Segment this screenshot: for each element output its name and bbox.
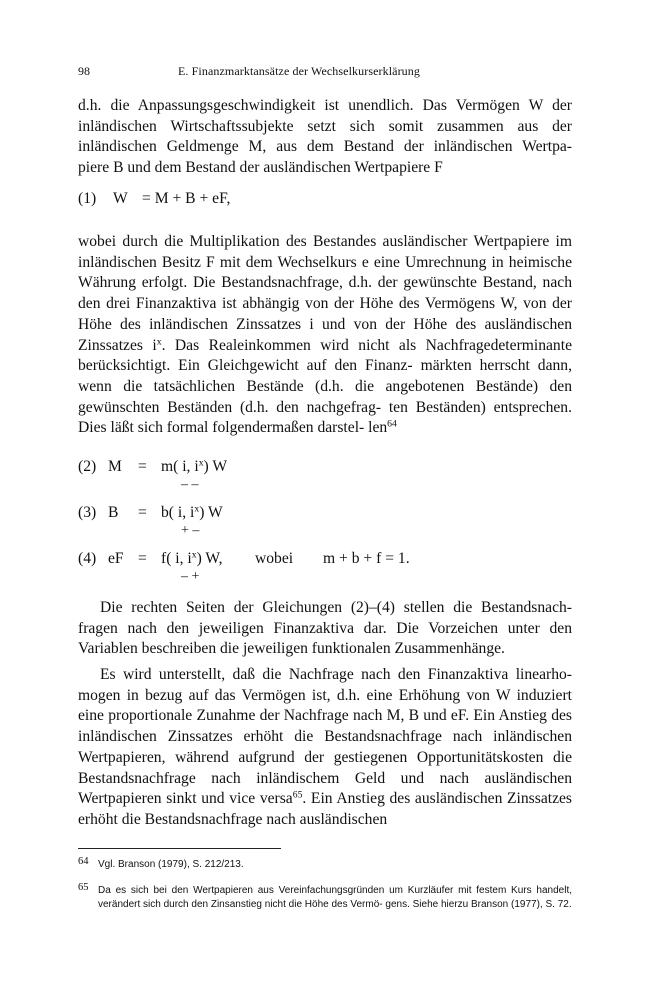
paragraph-text: . Ein Anstieg des ausländischen Zinssatzes erhöht die Bestandsnachfrage nach ausländischen [78,790,572,828]
footnote-number: 64 [78,856,89,867]
paragraph-line: piere B und dem Bestand der ausländischen Wertpapiere F [78,159,443,177]
page-number: 98 [78,64,90,78]
paragraph-line: d.h. die Anpassungsgeschwindigkeit ist unendlich. Das Vermögen W der [78,97,572,114]
equation-rhs [161,458,227,476]
paragraph-line: inländischen Wirtschaftssubjekte setzt sich somit zusammen aus der [78,117,572,135]
superscript-x: x [198,457,204,469]
paragraph-1 [78,96,572,179]
sign-row: – – [181,477,199,492]
footnote-ref-64[interactable]: 64 [387,419,397,431]
equation-rhs-post: ) W [199,504,223,521]
paragraph-text: . Das Realeinkommen wird nicht als Nachfragedeterminante berücksichtigt. Ein Gleichgewicht auf den Finanz- märkten herrscht dann, wenn die tatsächlichen Bestände (d.h. die angebotenen Bestände) den gewünschten Beständen (d.h. den nachgefrag- ten Beständen) entsprechen. Dies läßt sich formal folgendermaßen darstel- len [78,336,572,437]
sign-row: – + [181,569,200,584]
equation-wobei: wobei [255,550,294,567]
equation-lhs: eF [108,550,124,567]
equation-equals: = [138,504,147,521]
equation-equals: = [138,550,147,567]
equation-label: (3) [78,504,97,521]
equation-rhs: = M + B + eF, [142,190,231,207]
superscript-x: x [191,549,197,561]
footnote-number: 65 [78,882,89,893]
equation-label: (2) [78,458,97,475]
page-header [78,64,572,84]
equation-rhs-pre: b( i, i [161,504,195,521]
equation-label: (1) [78,190,97,207]
running-title: E. Finanzmarktansätze der Wechselkurserklärung [178,64,420,78]
paragraph-3: Die rechten Seiten der Gleichungen (2)–(4) stellen die Bestandsnach- fragen nach den jeweiligen Finanzaktiva dar. Die Vorzeichen unter den Variablen beschreiben die jeweiligen funktionalen Zusammenhänge. [78,599,572,658]
equation-rhs [161,550,223,568]
superscript-x: x [194,503,200,515]
footnote-text: Vgl. Branson (1979), S. 212/213. [98,859,244,870]
equation-condition: m + b + f = 1. [323,550,410,567]
paragraph-4 [78,665,572,831]
footnote-text: Da es sich bei den Wertpapieren aus Vereinfachungsgründen um Kurzläufer mit festem Kurs handelt, verändert sich durch den Zinsanstieg nicht die Höhe des Vermö- gens. Siehe hierzu Branson (1977), S. 72. [98,885,572,910]
footnote-65 [78,884,572,930]
paragraph-line: inländischen Geldmenge M, aus dem Bestand der inländischen Wertpa- [78,138,572,156]
paragraph-text: wobei durch die Multiplikation des Bestandes ausländischer Wertpapiere im inländischen Besitz F mit dem Wechselkurs e eine Umrechnung in heimische Währung erfolgt. Die Bestandsnachfrage, d.h. der gewünschte Bestand, nach den drei Finanzaktiva ist abhängig von der Höhe des Vermögens W, von der Höhe des inländischen Zinssatzes i und von der Höhe des ausländischen Zinssatzes i [78,233,572,354]
equation-label: (4) [78,550,97,567]
equation-equals: = [138,458,147,475]
equation-rhs-post: ) W [203,458,228,475]
footnote-divider [78,848,281,849]
paragraph-2 [78,232,572,439]
equation-lhs: B [108,504,119,521]
footnote-ref-65[interactable]: 65 [292,789,303,801]
paragraph-text: Es wird unterstellt, daß die Nachfrage nach den Finanzaktiva linearho- mogen in bezug auf das Vermögen ist, d.h. eine Erhöhung von W induziert eine proportionale Zunahme der Nachfrage nach M, B und eF. Ein Anstieg des inländischen Zinssatzes erhöht die Bestandsnachfrage nach inländischen Wertpapieren, während aufgrund der gestiegenen Opportunitätskosten die Bestandsnachfrage nach inländischem Geld und nach ausländischen Wertpapieren sinkt und vice versa [78,666,572,808]
equation-rhs-pre: m( i, i [161,458,199,475]
footnote-64 [78,858,572,874]
sign-row: + – [181,523,200,538]
superscript-x: x [156,336,162,348]
equation-rhs [161,504,223,522]
equation-lhs: W [113,190,128,207]
equation-lhs: M [108,458,122,475]
equation-rhs-post: ) W, [196,550,223,567]
equation-rhs-pre: f( i, i [161,550,192,567]
